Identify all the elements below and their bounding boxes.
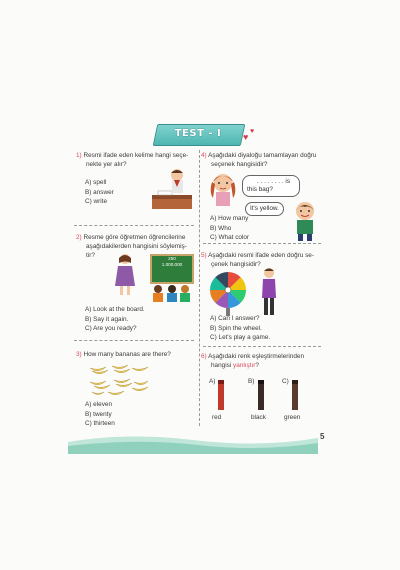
speech-bubble-answer bbox=[245, 202, 284, 216]
chalkboard-text: 250 bbox=[168, 256, 176, 261]
option-a[interactable]: A) spell bbox=[85, 179, 107, 186]
boy-writing-illustration bbox=[150, 165, 195, 215]
option-c[interactable]: C) Are you ready? bbox=[85, 325, 137, 332]
question-6 bbox=[201, 352, 325, 370]
option-b[interactable]: B) twenty bbox=[85, 410, 112, 418]
question-2-options bbox=[85, 305, 145, 334]
bananas-illustration bbox=[88, 362, 150, 398]
option-a[interactable]: A) eleven bbox=[85, 401, 112, 408]
bubble-text: It's yellow. bbox=[250, 205, 279, 212]
option-c[interactable]: C) write bbox=[85, 198, 108, 205]
question-number: 2) bbox=[76, 234, 82, 241]
option-b[interactable]: B) Spin the wheel. bbox=[210, 324, 262, 332]
page-title: TEST - I bbox=[174, 128, 222, 139]
choice-c-label: green bbox=[284, 414, 301, 421]
red-crayon-icon bbox=[216, 378, 226, 413]
question-text: seçenek hangisidir? bbox=[211, 161, 268, 168]
option-c[interactable]: C) What color bbox=[210, 234, 250, 241]
option-a[interactable]: A) How many bbox=[210, 215, 249, 222]
question-text: nekte yer alır? bbox=[86, 161, 127, 168]
option-a[interactable]: A) Can I answer? bbox=[210, 315, 260, 322]
teacher-illustration bbox=[110, 252, 140, 297]
heart-icon: ♥ bbox=[250, 128, 255, 135]
question-text: Resme göre öğretmen öğrencilerine bbox=[83, 234, 186, 241]
choice-b-label: black bbox=[251, 414, 266, 421]
question-emphasis: yanlıştır bbox=[233, 362, 256, 369]
row-divider bbox=[203, 243, 321, 244]
heart-icon: ♥ bbox=[243, 132, 249, 142]
option-c[interactable]: C) thirteen bbox=[85, 420, 115, 427]
question-text: Aşağıdaki resmi ifade eden doğru se- bbox=[208, 252, 314, 259]
girl-illustration bbox=[207, 170, 241, 210]
question-4-options bbox=[210, 214, 249, 243]
question-3-options bbox=[85, 400, 115, 429]
bubble-text: . . . . . . . . is bbox=[257, 178, 291, 185]
question-text: Resmi ifade eden kelime hangi seçe- bbox=[83, 152, 189, 159]
option-a[interactable]: A) Look at the board. bbox=[85, 306, 145, 313]
row-divider bbox=[74, 340, 194, 341]
question-number: 5) bbox=[201, 252, 207, 259]
question-4 bbox=[201, 151, 325, 169]
question-text: ? bbox=[255, 362, 259, 369]
question-text: hangisi bbox=[211, 362, 234, 369]
question-5-options bbox=[210, 314, 270, 343]
option-b[interactable]: B) Say it again. bbox=[85, 315, 129, 323]
brown-crayon-icon bbox=[290, 378, 300, 413]
option-b[interactable]: B) Who bbox=[210, 224, 232, 232]
row-divider bbox=[74, 225, 194, 226]
question-text: çenek hangisidir? bbox=[211, 261, 261, 268]
question-number: 6) bbox=[201, 353, 207, 360]
bubble-text: this bag? bbox=[247, 186, 273, 193]
speech-bubble-question bbox=[242, 175, 300, 197]
option-b[interactable]: B) answer bbox=[85, 188, 114, 196]
bottom-wave-decoration bbox=[68, 432, 318, 454]
question-1-options bbox=[85, 178, 114, 207]
page-number: 5 bbox=[320, 432, 325, 441]
chalkboard-text: 1.000.000 bbox=[161, 262, 183, 267]
question-number: 3) bbox=[76, 351, 82, 358]
choice-b-letter[interactable]: B) bbox=[248, 378, 255, 385]
chalkboard bbox=[150, 254, 194, 284]
question-text: tir? bbox=[86, 252, 95, 259]
choice-c-letter[interactable]: C) bbox=[282, 378, 289, 385]
question-number: 1) bbox=[76, 152, 82, 159]
question-number: 4) bbox=[201, 152, 207, 159]
option-c[interactable]: C) Let's play a game. bbox=[210, 334, 271, 341]
boy-illustration bbox=[288, 200, 322, 242]
column-divider bbox=[199, 150, 200, 426]
choice-a-letter[interactable]: A) bbox=[209, 378, 216, 385]
brown-crayon-icon bbox=[256, 378, 266, 413]
question-3 bbox=[76, 350, 198, 359]
question-text: Aşağıdaki renk eşleştirmelerinden bbox=[208, 353, 305, 360]
choice-a-label: red bbox=[212, 414, 222, 421]
question-text: aşağıdakilerden hangisini söylemiş- bbox=[86, 243, 187, 250]
presenter-illustration bbox=[258, 266, 280, 318]
question-text: Aşağıdaki diyaloğu tamamlayan doğru bbox=[208, 152, 317, 159]
students-illustration bbox=[150, 283, 192, 303]
row-divider bbox=[203, 346, 321, 347]
question-text: How many bananas are there? bbox=[83, 351, 171, 358]
